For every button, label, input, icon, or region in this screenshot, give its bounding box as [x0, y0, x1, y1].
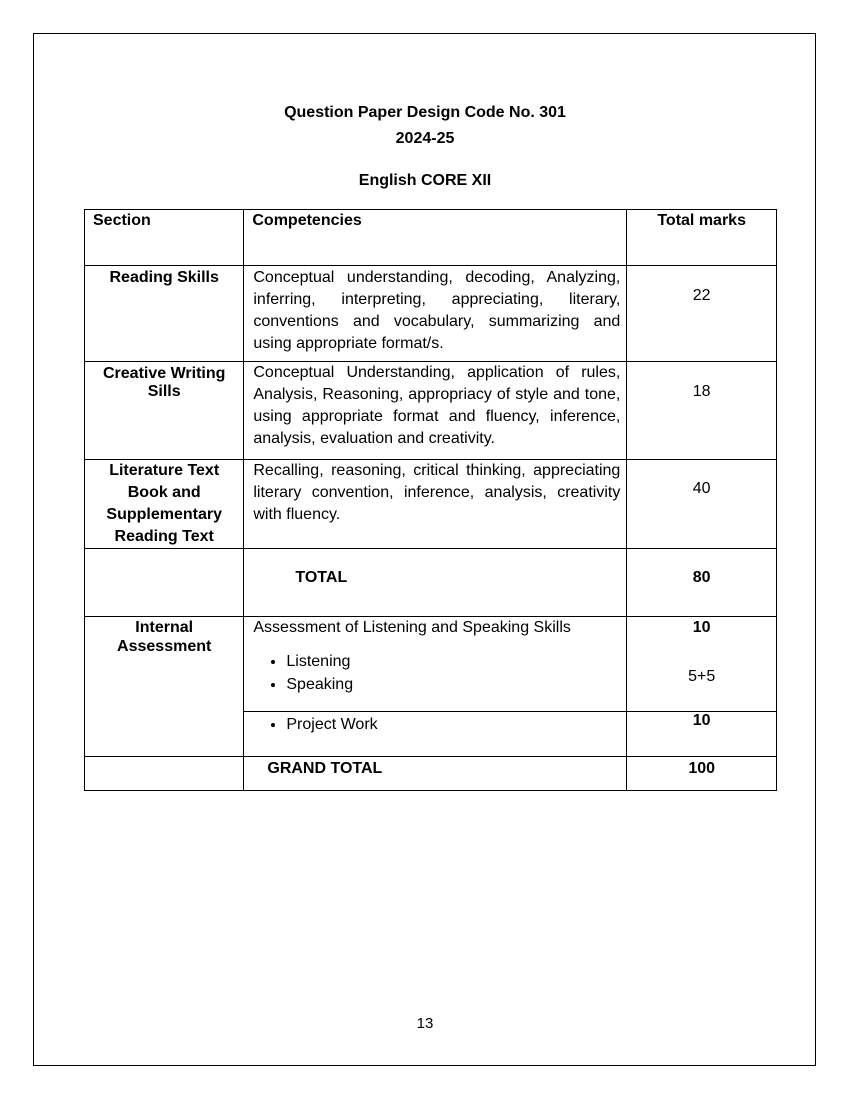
- project-work-cell: [244, 712, 627, 757]
- section-name-line: Literature Text: [109, 462, 220, 479]
- header-section: Section: [85, 210, 244, 266]
- section-name-line: Reading Text: [114, 528, 214, 545]
- grand-total-marks-cell: [627, 757, 777, 791]
- header-total-marks: Total marks: [627, 210, 777, 266]
- grand-total-label-cell: [244, 757, 627, 791]
- listening-speaking-marks: 10: [692, 619, 711, 636]
- section-name-line: Assessment: [117, 638, 212, 655]
- grand-total-label: GRAND TOTAL: [267, 760, 383, 777]
- marks-value: 18: [692, 383, 711, 400]
- marks-value: 40: [692, 480, 711, 497]
- page-number: 13: [416, 1015, 434, 1032]
- section-cell: [85, 460, 244, 549]
- total-marks-value: 80: [692, 569, 711, 586]
- table-row: [85, 362, 777, 460]
- section-name: Reading Skills: [109, 269, 219, 286]
- section-cell: [85, 362, 244, 460]
- total-label-cell: [244, 549, 627, 617]
- competencies-text: Recalling, reasoning, critical thinking, appreciating literary convention, inference, analysis, creativity with fluency.: [253, 462, 621, 523]
- section-name-line: Sills: [147, 383, 181, 400]
- project-work-marks-cell: [627, 712, 777, 757]
- grand-total-marks: 100: [688, 760, 716, 777]
- list-item: • Listening: [286, 651, 626, 673]
- competencies-cell: [244, 266, 627, 362]
- internal-assessment-section-cell: [85, 617, 244, 757]
- question-paper-design-table: [84, 209, 777, 791]
- marks-value: 22: [692, 287, 711, 304]
- project-work-list: [253, 714, 626, 736]
- listening-speaking-label: Assessment of Listening and Speaking Skills: [253, 619, 571, 636]
- section-name-line: Book and: [127, 484, 201, 501]
- list-item: • Speaking: [286, 674, 626, 696]
- competencies-text: Conceptual Understanding, application of rules, Analysis, Reasoning, appropriacy of style and tone, using appropriate format and fluency, inference, analysis, evaluation and creativity.: [253, 364, 621, 447]
- total-row: [85, 549, 777, 617]
- listening-speaking-list: [253, 651, 626, 696]
- competencies-text: Conceptual understanding, decoding, Analyzing, inferring, interpreting, appreciating, literary, conventions and vocabulary, summarizing and using appropriate format/s.: [253, 269, 621, 352]
- list-item: • Project Work: [286, 714, 626, 736]
- marks-cell: [627, 266, 777, 362]
- table-row: [85, 266, 777, 362]
- total-label: TOTAL: [295, 569, 348, 586]
- competencies-cell: [244, 460, 627, 549]
- table-header-row: [85, 210, 777, 266]
- paper-title: Question Paper Design Code No. 301: [284, 104, 566, 121]
- total-marks-cell: [627, 549, 777, 617]
- section-name-line: Internal: [135, 619, 194, 636]
- empty-cell: [85, 549, 244, 617]
- empty-cell: [85, 757, 244, 791]
- project-work-marks: 10: [692, 712, 711, 729]
- grand-total-row: [85, 757, 777, 791]
- session-year: 2024-25: [395, 130, 455, 147]
- table-row: [85, 460, 777, 549]
- section-cell: [85, 266, 244, 362]
- listening-speaking-cell: [244, 617, 627, 712]
- marks-cell: [627, 362, 777, 460]
- internal-assessment-row: [85, 617, 777, 712]
- marks-cell: [627, 460, 777, 549]
- subject-title: English CORE XII: [358, 172, 492, 189]
- header-competencies: Competencies: [244, 210, 627, 266]
- listening-speaking-sub-marks: 5+5: [688, 668, 716, 685]
- section-name-line: Supplementary: [106, 506, 222, 523]
- competencies-cell: [244, 362, 627, 460]
- listening-speaking-marks-cell: [627, 617, 777, 712]
- section-name-line: Creative Writing: [102, 365, 226, 382]
